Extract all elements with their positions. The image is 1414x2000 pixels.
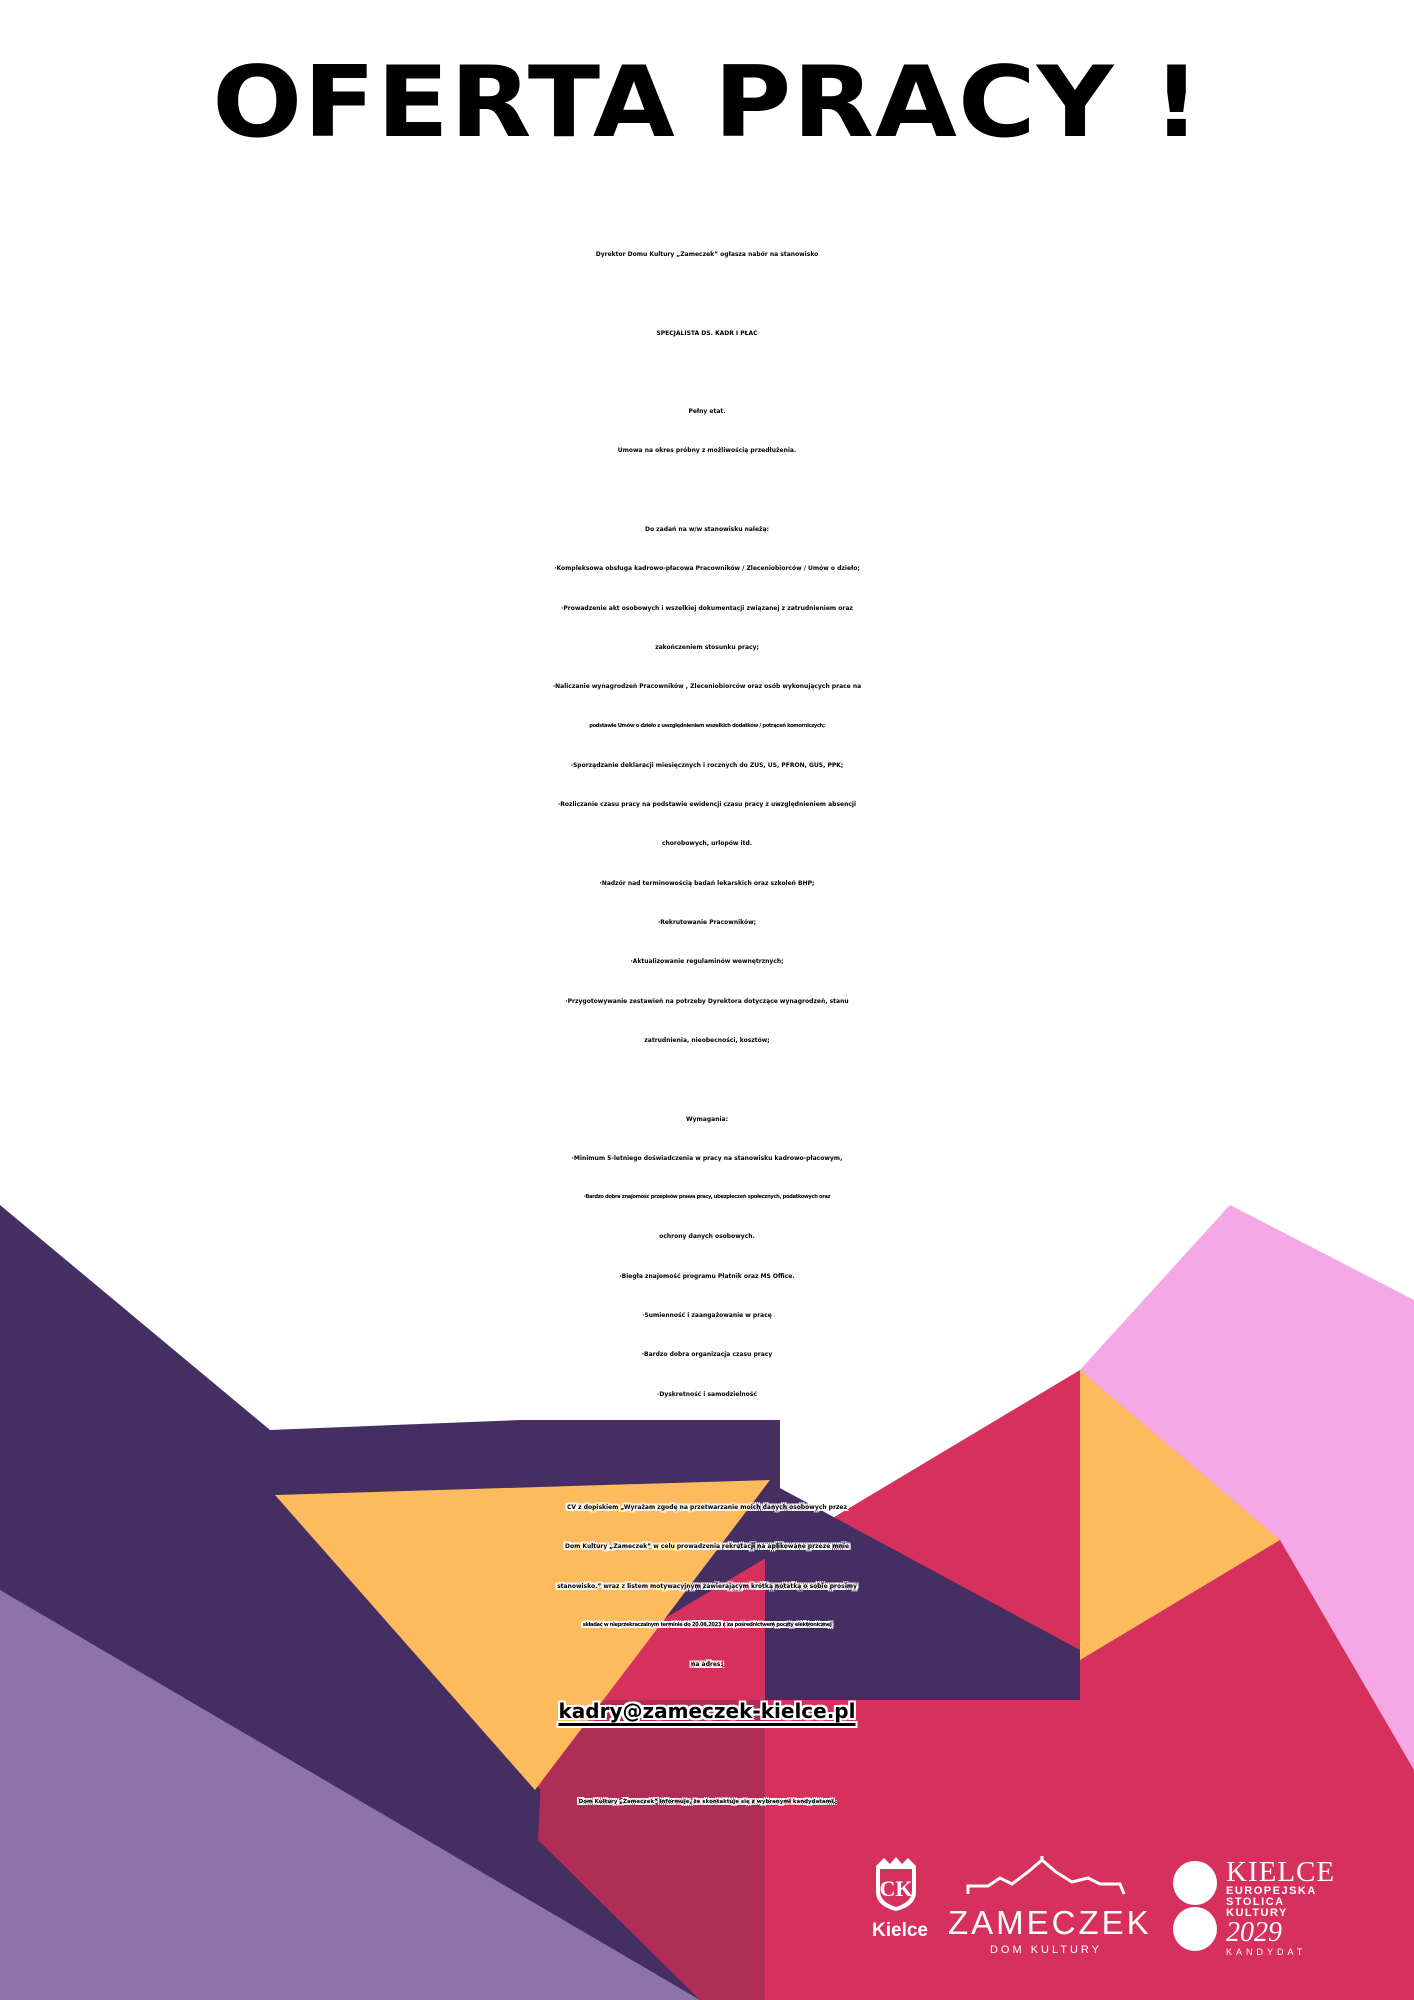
requirements-heading: Wymagania: xyxy=(686,1115,728,1123)
double-circle-icon xyxy=(1172,1860,1218,1952)
duty-line: zakończeniem stosunku pracy; xyxy=(655,643,759,651)
duty-line: ·Sporządzanie deklaracji miesięcznych i rocznych do ZUS, US, PFRON, GUS, PPK; xyxy=(570,761,844,769)
kielce-year: 2029 xyxy=(1226,1917,1282,1948)
poster-title: OFERTA PRACY ! xyxy=(212,46,1202,160)
duty-line: ·Przygotowywanie zestawień na potrzeby Dyrektora dotyczące wynagrodzeń, stanu xyxy=(565,997,849,1005)
kielce-city: KIELCE xyxy=(1226,1856,1336,1888)
duties-heading: Do zadań na w/w stanowisku należą: xyxy=(644,526,769,534)
contract-type: Umowa na okres próbny z możliwością przedłużenia. xyxy=(617,447,797,455)
application-line: Dom Kultury „Zameczek” w celu prowadzenia rekrutacji na aplikowane przeze mnie xyxy=(564,1543,850,1551)
application-line: na adres: xyxy=(691,1661,723,1669)
castle-outline-icon xyxy=(948,1856,1144,1896)
logo-ck-kielce xyxy=(868,1856,932,1950)
ck-caption: Kielce xyxy=(872,1920,928,1941)
duty-line: chorobowych, urlopów itd. xyxy=(661,840,753,848)
duty-line: ·Prowadzenie akt osobowych i wszelkiej dokumentacji związanej z zatrudnieniem oraz xyxy=(561,604,853,612)
requirement-line: ·Biegła znajomość programu Płatnik oraz MS Office. xyxy=(619,1272,795,1280)
duty-line: zatrudnienia, nieobecności, kosztów; xyxy=(644,1036,770,1044)
duty-line: ·Rekrutowanie Pracowników; xyxy=(657,919,757,927)
employment-type: Pełny etat. xyxy=(688,408,726,416)
spacer xyxy=(0,1060,1414,1099)
requirement-line: ·Minimum 5-letniego doświadczenia w pracy na stanowisku kadrowo-płacowym, xyxy=(571,1154,843,1162)
requirement-line: ·Bardzo dobra znajomość przepisów prawa pracy, ubezpieczeń społecznych, podatkowych oraz xyxy=(583,1194,831,1201)
application-line: CV z dopiskiem „Wyrażam zgodę na przetwarzanie moich danych osobowych przez xyxy=(567,1504,847,1511)
kielce-line: KULTURY xyxy=(1226,1907,1288,1919)
intro-text: Dyrektor Domu Kultury „Zameczek” ogłasza nabór na stanowisko xyxy=(595,251,819,258)
logo-zameczek xyxy=(948,1856,1152,1956)
duty-line: podstawie Umów o dzieło z uwzględnieniem wszelkich dodatków / potrąceń komorniczych; xyxy=(589,722,825,729)
logo-kielce-2029 xyxy=(1172,1856,1340,1957)
zameczek-name: ZAMECZEK xyxy=(948,1904,1152,1941)
ck-monogram: CK xyxy=(879,1876,913,1901)
zameczek-subtitle: DOM KULTURY xyxy=(989,1944,1103,1956)
kielce-line: EUROPEJSKA xyxy=(1226,1885,1317,1897)
duty-line: ·Aktualizowanie regulaminów wewnętrznych; xyxy=(630,958,784,966)
duty-line: ·Kompleksowa obsługa kadrowo-płacowa Pracowników / Zleceniobiorców / Umów o dzieło; xyxy=(554,565,860,573)
contact-email-link[interactable]: kadry@zameczek-kielce.pl xyxy=(558,1699,856,1723)
kielce-line: STOLICA xyxy=(1226,1896,1285,1908)
spacer xyxy=(0,274,1414,313)
application-line: składać w nieprzekraczalnym terminie do 20.08.2023 r. za pośrednictwem poczty elektronicznej xyxy=(582,1621,832,1628)
spacer xyxy=(0,471,1414,510)
requirement-line: ·Dyskretność i samodzielność xyxy=(657,1390,757,1398)
position-name: SPECJALISTA DS. KADR I PŁAC xyxy=(656,329,758,337)
job-description xyxy=(0,235,1414,1414)
duty-line: ·Rozliczanie czasu pracy na podstawie ewidencji czasu pracy z uwzględnieniem absencji xyxy=(557,801,857,809)
requirement-line: ·Sumienność i zaangażowanie w pracę xyxy=(642,1312,772,1320)
crown-crest-icon xyxy=(868,1856,924,1912)
kielce-text-block xyxy=(1226,1858,1335,1957)
application-line: stanowisko.” wraz z listem motywacyjnym zawierającym krótką notatką o sobie prosimy xyxy=(557,1582,857,1590)
duty-line: ·Nadzór nad terminowością badań lekarskich oraz szkoleń BHP; xyxy=(599,879,815,887)
spacer xyxy=(0,353,1414,392)
requirement-line: ochrony danych osobowych. xyxy=(659,1233,755,1241)
contact-notice: Dom Kultury „Zameczek” informuje, że skontaktuje się z wybranymi kandydatami. xyxy=(578,1799,836,1805)
application-instructions xyxy=(0,1488,1414,1684)
duty-line: ·Naliczanie wynagrodzeń Pracowników , Zleceniobiorców oraz osób wykonujących prace na xyxy=(552,683,862,691)
requirement-line: ·Bardzo dobra organizacja czasu pracy xyxy=(641,1351,773,1359)
kielce-status: KANDYDAT xyxy=(1226,1947,1307,1957)
